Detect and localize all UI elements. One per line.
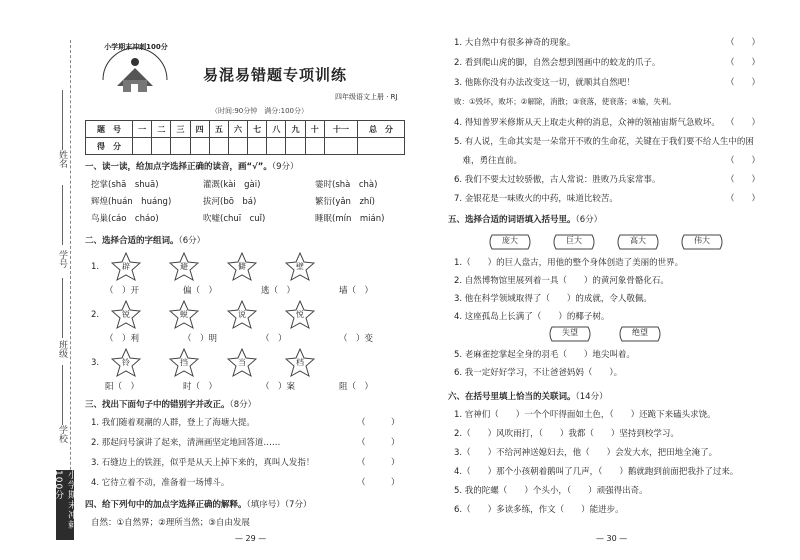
word-blank[interactable]: 偏（ ） [183, 286, 218, 296]
page-title: 易混易错题专项训练 [203, 66, 348, 84]
answer-blank[interactable]: （ ） [357, 438, 400, 448]
section-4-hint: （填序号） [246, 500, 285, 510]
pinyin-item[interactable]: 拔河(bō bá) [203, 197, 257, 207]
conjunction-item[interactable]: 3.（ ）不给河神送媳妇去，他（ ）会发大水，把田地全淹了。 [454, 448, 718, 458]
star-char [111, 252, 141, 282]
word-choice-text: 伟大 [694, 236, 710, 245]
star-char [227, 348, 257, 378]
score-input-cell[interactable] [171, 138, 190, 155]
star-char [285, 252, 315, 282]
score-input-cell[interactable] [324, 138, 357, 155]
word-choice-text: 高大 [630, 236, 646, 245]
score-header-cell: 六 [228, 121, 247, 138]
word-blank[interactable]: 阳（ ） [105, 382, 140, 392]
conjunction-item[interactable]: 2.（ ）风吹雨打，（ ）我都（ ）坚持到校学习。 [454, 429, 679, 439]
score-table [85, 120, 405, 155]
conjunction-item[interactable]: 5. 我的陀螺（ ）个头小，（ ）顽强得出奇。 [454, 486, 648, 496]
section-6-score: （14分） [575, 392, 608, 402]
word-choice-text: 失望 [562, 328, 578, 337]
page-number-left: — 29 — [235, 534, 267, 543]
correction-item: 2. 那起问号演讲了起来，清洲画坚定地回答道…… [91, 438, 281, 448]
pinyin-item[interactable]: 霎时(shà chà) [315, 180, 378, 190]
word-blank[interactable]: （ ）案 [261, 382, 296, 392]
meaning-item: 4. 得知普罗米修斯从天上取走火种的消息，众神的领袖宙斯气急败坏。 [454, 118, 720, 128]
section-5-heading: 五、选择合适的词语填入括号里。 [448, 215, 576, 225]
section-3-score: （8分） [229, 400, 257, 410]
pinyin-item[interactable]: 辉煌(huán huáng) [91, 197, 172, 207]
score-header-cell: 八 [267, 121, 286, 138]
score-input-cell[interactable] [152, 138, 171, 155]
word-choice [488, 232, 532, 252]
word-choice [618, 324, 662, 344]
section-2-score: （6分） [178, 236, 206, 246]
school-blank[interactable] [62, 365, 63, 425]
star-char [285, 348, 315, 378]
section-4-score: （7分） [284, 500, 312, 510]
star-char-text: 说 [238, 310, 246, 319]
class-blank[interactable] [62, 278, 63, 338]
score-input-cell[interactable] [357, 138, 404, 155]
section-5-title [448, 213, 602, 225]
meaning-item: 1. 大自然中有很多神奇的现象。 [454, 38, 576, 48]
section-4-definition: 自然：①自然界；②理所当然；③自由发展 [91, 518, 250, 528]
star-char [169, 348, 199, 378]
star-char [285, 300, 315, 330]
left-page [85, 20, 405, 543]
meaning-item: 3. 他陈你没有办法改变这一切，就顺其自然吧！ [454, 78, 635, 88]
score-header-cell: 一 [133, 121, 152, 138]
answer-blank[interactable]: （ ） [357, 478, 400, 488]
score-header-cell: 九 [286, 121, 305, 138]
name-blank[interactable] [62, 90, 63, 150]
series-logo [95, 40, 175, 96]
section-6-heading: 六、在括号里填上恰当的关联词。 [448, 392, 576, 402]
score-input-cell[interactable] [190, 138, 209, 155]
answer-blank[interactable]: （ ） [726, 156, 761, 166]
student-id-label: 学号 [57, 250, 67, 268]
section-4-title [85, 498, 311, 510]
section-1-title [85, 160, 299, 172]
fill-item[interactable]: 4. 这座孤岛上长满了（ ）的椰子树。 [454, 312, 610, 322]
page-number-right: — 30 — [596, 534, 628, 543]
word-choice [548, 324, 592, 344]
score-input-cell[interactable] [228, 138, 247, 155]
fill-item[interactable]: 3. 他在科学领域取得了（ ）的成就，令人敬佩。 [454, 294, 652, 304]
pinyin-item[interactable]: 睡眠(mín mián) [315, 214, 385, 224]
group-number: 1. [91, 262, 100, 272]
pinyin-item[interactable]: 灌溉(kài gài) [203, 180, 261, 190]
star-char-text: 壁 [296, 262, 304, 271]
meaning-item: 难，勇往直前。 [454, 156, 523, 166]
star-char [169, 300, 199, 330]
answer-blank[interactable]: （ ） [726, 78, 761, 88]
meaning-item: 6. 我们不要太过较骄傲，古人常说：胜败乃兵家常事。 [454, 175, 661, 185]
answer-blank[interactable]: （ ） [726, 38, 761, 48]
star-char-text: 当 [238, 358, 246, 367]
score-header-cell: 五 [209, 121, 228, 138]
pinyin-item[interactable]: 挖掌(shā shuā) [91, 180, 159, 190]
score-header-cell: 十一 [324, 121, 357, 138]
word-blank[interactable]: （ ）利 [105, 334, 140, 344]
conjunction-item[interactable]: 4.（ ）那个小孩朝着鹅叫了几声，（ ）鹅就跑到前面把我扑了过来。 [454, 467, 739, 477]
star-char-text: 悦 [296, 310, 304, 319]
star-char-text: 僻 [238, 262, 246, 271]
meaning-item: 7. 金银花是一味败火的中药，味道比较苦。 [454, 194, 618, 204]
class-label: 班级 [57, 340, 67, 358]
pinyin-item[interactable]: 鸟巢(cáo cháo) [91, 214, 159, 224]
score-header-cell: 四 [190, 121, 209, 138]
pinyin-item[interactable]: 吹嘘(chuī cuǐ) [203, 214, 266, 224]
conjunction-item[interactable]: 6.（ ）多读多练，作文（ ）能进步。 [454, 505, 624, 515]
section-1-heading: 一、读一读，给加点字选择正确的读音，画“√”。 [85, 162, 272, 172]
section-5-score: （6分） [575, 215, 603, 225]
score-input-cell[interactable] [305, 138, 324, 155]
word-blank[interactable]: （ ）变 [339, 334, 374, 344]
definition-line: 败：①毁坏，败坏；②解除，消散；③衰落，使衰落；④输，失利。 [454, 97, 676, 106]
score-header-cell: 总 分 [357, 121, 404, 138]
binding-strip [0, 0, 78, 560]
section-2-title [85, 234, 205, 246]
score-input-cell[interactable] [267, 138, 286, 155]
answer-blank[interactable]: （ ） [726, 175, 761, 185]
score-input-cell[interactable] [286, 138, 305, 155]
name-label: 姓名 [57, 150, 67, 168]
grade-label: 四年级语文上册 · RJ [335, 93, 398, 101]
word-choice-text: 巨大 [566, 236, 582, 245]
score-input-cell[interactable] [133, 138, 152, 155]
correction-item: 4. 它待立着不动，准备着一场博斗。 [91, 478, 230, 488]
time-info: （时间:90分钟 满分:100分） [211, 107, 308, 115]
word-blank[interactable]: 时（ ） [183, 382, 218, 392]
star-char [227, 252, 257, 282]
score-input-cell[interactable] [209, 138, 228, 155]
binding-cut-line [70, 40, 71, 520]
group-number: 2. [91, 310, 100, 320]
score-header-row [86, 121, 405, 138]
fill-item[interactable]: 1.（ ）的巨人盘古，用他的整个身体创造了美丽的世界。 [454, 258, 684, 268]
word-blank[interactable]: （ ）明 [183, 334, 218, 344]
word-blank[interactable]: （ ） [261, 334, 287, 344]
score-header-cell: 二 [152, 121, 171, 138]
score-input-cell[interactable] [248, 138, 267, 155]
section-2-heading: 二、选择合适的字组词。 [85, 236, 179, 246]
star-char-text: 锐 [122, 310, 130, 319]
conjunction-item[interactable]: 1. 官神们（ ）一个个吓得面如土色，（ ）还跪下来磕头求饶。 [454, 410, 716, 420]
section-3-title [85, 398, 256, 410]
word-blank[interactable]: （ ）开 [105, 286, 140, 296]
brand-tag: 小学期末冲刺100分 [56, 470, 74, 540]
star-char-text: 挡 [180, 358, 188, 367]
group-number: 3. [91, 358, 100, 368]
score-header-cell: 三 [171, 121, 190, 138]
star-char-text: 铃 [122, 358, 130, 367]
meaning-item: 2. 看到爬山虎的脚，自然会想到图画中的蛟龙的爪子。 [454, 58, 661, 68]
score-header-cell: 题 号 [86, 121, 133, 138]
star-char-text: 档 [296, 358, 304, 367]
student-id-blank[interactable] [62, 185, 63, 245]
answer-blank[interactable]: （ ） [726, 58, 761, 68]
word-choice [552, 232, 596, 252]
section-3-heading: 三、找出下面句子中的错别字并改正。 [85, 400, 230, 410]
star-char [169, 252, 199, 282]
word-blank[interactable]: 墙（ ） [339, 286, 374, 296]
word-choice-text: 庞大 [502, 236, 518, 245]
star-char-text: 避 [180, 262, 188, 271]
score-header-cell: 十 [305, 121, 324, 138]
answer-blank[interactable]: （ ） [357, 458, 400, 468]
word-blank[interactable]: 逃（ ） [261, 286, 296, 296]
section-6-title [448, 390, 608, 402]
star-char-text: 辟 [122, 262, 130, 271]
star-char [111, 348, 141, 378]
star-char-text: 蜕 [180, 310, 188, 319]
word-blank[interactable]: 阻（ ） [339, 382, 374, 392]
meaning-item: 5. 有人说，生命其实是一朵常开不败的生命花，关键在于我们要不给人生中的困 [454, 137, 754, 147]
fill-item[interactable]: 2. 自然博物馆里展列着一具（ ）的黄河象骨骼化石。 [454, 276, 669, 286]
correction-item: 3. 石缝边上的铁涯，似乎是从天上掉下来的，真叫人发指！ [91, 458, 315, 468]
fill-item[interactable]: 6. 我一定好好学习，不让爸爸妈妈（ ）。 [454, 368, 623, 378]
section-1-score: （9分） [271, 162, 299, 172]
word-choice-text: 绝望 [632, 328, 648, 337]
pinyin-item[interactable]: 繁衍(yǎn zhí) [315, 197, 375, 207]
score-header-cell: 七 [248, 121, 267, 138]
answer-blank[interactable]: （ ） [726, 194, 761, 204]
fill-item[interactable]: 5. 老麻雀挖掌起全身的羽毛（ ）地尖叫着。 [454, 350, 635, 360]
word-choice [616, 232, 660, 252]
score-value-row [86, 138, 405, 155]
star-char [111, 300, 141, 330]
right-page [448, 20, 780, 543]
answer-blank[interactable]: （ ） [357, 418, 400, 428]
correction-item: 1. 我们随着观潮的人群，登上了海塘大提。 [91, 418, 255, 428]
logo-text: 小学期末冲刺100分 [104, 43, 168, 51]
star-char [227, 300, 257, 330]
answer-blank[interactable]: （ ） [726, 118, 761, 128]
score-row-label: 得 分 [86, 138, 133, 155]
section-4-heading: 四、给下列句中的加点字选择正确的解释。 [85, 500, 247, 510]
school-label: 学校 [57, 425, 67, 443]
word-choice [680, 232, 724, 252]
